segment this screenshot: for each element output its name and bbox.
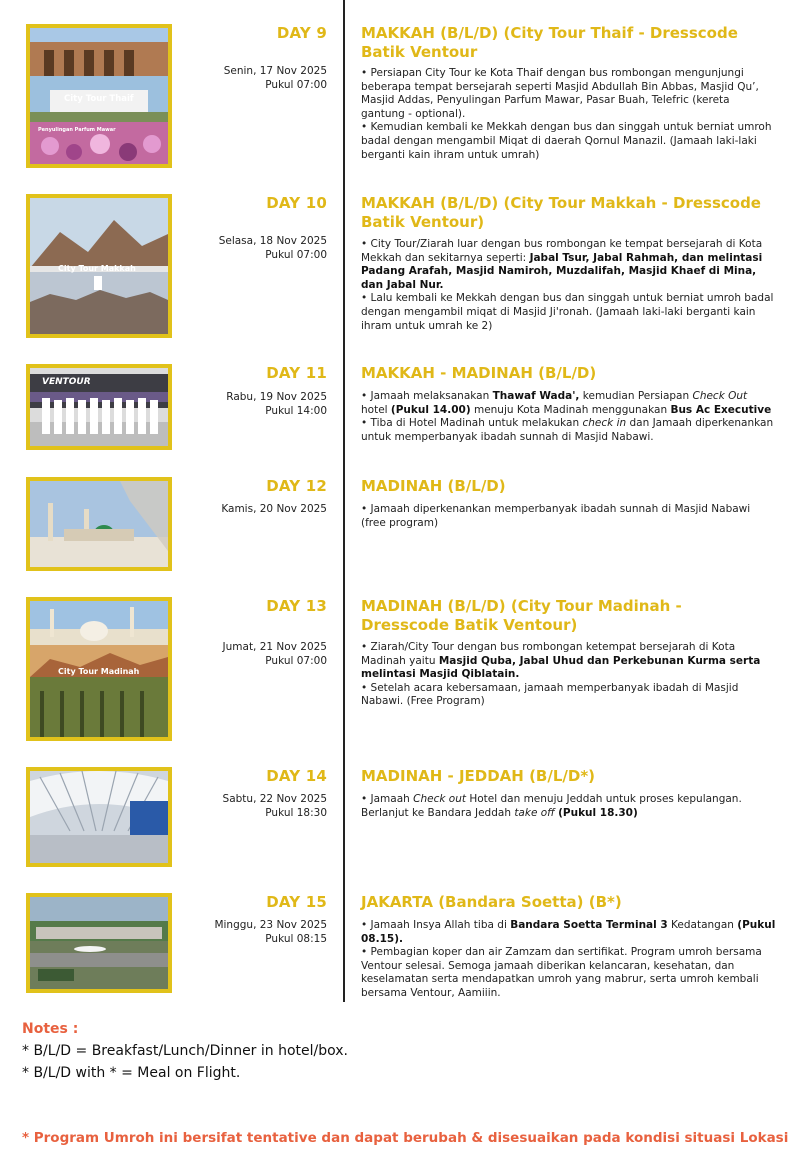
day-label: DAY 14 — [266, 767, 327, 785]
time-text: Pukul 07:00 — [265, 654, 327, 667]
day-label: DAY 13 — [266, 597, 327, 615]
photo-jeddah-airport — [26, 767, 172, 867]
bold-text: Jabal Tsur, Jabal Rahmah, dan melintasi Padang Arafah, Masjid Namiroh, Muzdalifah, Masjid Khaef di Mina, dan Jabal Nur. — [361, 251, 763, 291]
day-date — [219, 235, 327, 262]
day-title: MAKKAH (B/L/D) (City Tour Thaif - Dresscode Batik Ventour — [361, 24, 738, 61]
day-date — [226, 391, 327, 418]
description-paragraph: • Jamaah diperkenankan memperbanyak ibadah sunnah di Masjid Nabawi (free program) — [361, 503, 751, 529]
date-text: Jumat, 21 Nov 2025 — [222, 641, 327, 653]
timeline-divider — [343, 0, 345, 1002]
photo-city-tour-makkah — [26, 194, 172, 338]
bold-text: (Pukul 08.15). — [361, 919, 776, 945]
time-text: Pukul 07:00 — [265, 248, 327, 261]
description-paragraph: • Lalu kembali ke Mekkah dengan bus dan singgah untuk berniat umroh badal dengan mengambil miqat di Masjid Ji'ronah. (Jamaah laki-laki berganti kain ihram untuk umrah ke 2) — [361, 292, 774, 332]
bold-text: Masjid Quba, Jabal Uhud dan Perkebunan Kurma serta melintasi Masjid Qiblatain. — [361, 654, 761, 681]
time-text: Pukul 14:00 — [265, 404, 327, 417]
photo-caption: City Tour Thaif — [64, 94, 134, 104]
day-description — [361, 238, 776, 333]
photo-caption: VENTOUR — [42, 377, 91, 387]
photo-ventour-group — [26, 364, 172, 450]
day-title: JAKARTA (Bandara Soetta) (B*) — [361, 893, 622, 911]
photo-city-tour-madinah — [26, 597, 172, 741]
day-title: MAKKAH (B/L/D) (City Tour Makkah - Dresscode Batik Ventour) — [361, 194, 761, 231]
day-label: DAY 11 — [266, 364, 327, 382]
description-paragraph: • Persiapan City Tour ke Kota Thaif dengan bus rombongan mengunjungi beberapa tempat bersejarah seperti Masjid Abdullah Bin Abbas, Masjid Qu’, Masjid Addas, Penyulingan Parfum Mawar, Pasar Buah, Telefric (kereta gantung - optional). — [361, 67, 759, 120]
note-line: * B/L/D = Breakfast/Lunch/Dinner in hotel/box. — [22, 1043, 348, 1059]
day-date — [214, 919, 327, 946]
description-paragraph: • City Tour/Ziarah luar dengan bus rombongan ke tempat bersejarah di Kota Mekkah dan sekitarnya seperti: Jabal Tsur, Jabal Rahmah, dan melintasi Padang Arafah, Masjid Namiroh, Muzdalifah, Masjid Khaef di Mina, dan Jabal Nur. — [361, 238, 763, 291]
photo-subcaption: Penyulingan Parfum Mawar — [38, 127, 116, 133]
bold-text: (Pukul 18.30) — [558, 806, 638, 819]
date-text: Selasa, 18 Nov 2025 — [218, 235, 327, 247]
day-label: DAY 9 — [276, 24, 327, 42]
day-description — [361, 390, 776, 444]
description-paragraph: • Ziarah/City Tour dengan bus rombongan ketempat bersejarah di Kota Madinah yaitu Masjid Quba, Jabal Uhud dan Perkebunan Kurma serta melintasi Masjid Qiblatain. — [361, 641, 761, 681]
day-date — [224, 65, 327, 92]
soetta-image — [30, 897, 168, 989]
day-title: MADINAH - JEDDAH (B/L/D*) — [361, 767, 596, 785]
day-title: MADINAH (B/L/D) — [361, 477, 506, 495]
italic-text: take off — [514, 806, 555, 819]
italic-text: Check Out — [692, 390, 748, 402]
photo-city-tour-thaif — [26, 24, 172, 168]
note-line: * B/L/D with * = Meal on Flight. — [22, 1065, 241, 1081]
day-title: MAKKAH - MADINAH (B/L/D) — [361, 364, 597, 382]
day-date — [223, 793, 327, 820]
disclaimer: * Program Umroh ini bersifat tentative dan dapat berubah & disesuaikan pada kondisi situasi Lokasi — [22, 1130, 789, 1146]
bold-text: Thawaf Wada', — [492, 390, 580, 402]
bold-text: Bandara Soetta Terminal 3 — [510, 919, 668, 931]
photo-caption: City Tour Makkah — [58, 264, 136, 273]
photo-masjid-nabawi — [26, 477, 172, 571]
day-description — [361, 793, 776, 820]
nabawi-image — [30, 481, 168, 567]
date-text: Senin, 17 Nov 2025 — [223, 65, 327, 77]
italic-text: Check out — [413, 793, 466, 805]
day-label: DAY 15 — [266, 893, 327, 911]
day-label: DAY 10 — [266, 194, 327, 212]
notes-title: Notes : — [22, 1021, 79, 1037]
description-paragraph: • Tiba di Hotel Madinah untuk melakukan check in dan Jamaah diperkenankan untuk memperbanyak ibadah sunnah di Masjid Nabawi. — [361, 417, 774, 443]
description-paragraph: • Setelah acara kebersamaan, jamaah memperbanyak ibadah di Masjid Nabawi. (Free Program) — [361, 681, 739, 708]
day-title: MADINAH (B/L/D) (City Tour Madinah - Dresscode Batik Ventour) — [361, 597, 682, 634]
date-text: Sabtu, 22 Nov 2025 — [222, 793, 327, 805]
airport-image — [30, 771, 168, 863]
description-paragraph: • Jamaah melaksanakan Thawaf Wada', kemudian Persiapan Check Out hotel (Pukul 14.00) menuju Kota Madinah menggunakan Bus Ac Executive — [361, 390, 772, 416]
bold-text: Bus Ac Executive — [670, 403, 772, 416]
bold-text: (Pukul 14.00) — [390, 403, 471, 416]
day-description — [361, 919, 776, 1001]
day-label: DAY 12 — [266, 477, 327, 495]
day-description — [361, 641, 776, 709]
photo-caption: City Tour Madinah — [58, 667, 140, 676]
photo-soetta-airport — [26, 893, 172, 993]
day-description — [361, 67, 776, 162]
description-paragraph: • Kemudian kembali ke Mekkah dengan bus dan singgah untuk berniat umroh badal dengan mengambil Miqat di daerah Qornul Manazil. (Jamaah laki-laki berganti kain ihram untuk umrah) — [361, 121, 772, 161]
day-date — [223, 641, 327, 668]
description-paragraph: • Jamaah Insya Allah tiba di Bandara Soetta Terminal 3 Kedatangan (Pukul 08.15). — [361, 919, 776, 945]
time-text: Pukul 07:00 — [265, 78, 327, 91]
date-text: Kamis, 20 Nov 2025 — [221, 503, 327, 515]
time-text: Pukul 18:30 — [265, 806, 327, 819]
day-date — [221, 503, 327, 517]
date-text: Rabu, 19 Nov 2025 — [226, 391, 327, 403]
description-paragraph: • Jamaah Check out Hotel dan menuju Jeddah untuk proses kepulangan. Berlanjut ke Bandara Jeddah take off (Pukul 18.30) — [361, 793, 742, 819]
day-description — [361, 503, 776, 530]
time-text: Pukul 08:15 — [265, 932, 327, 945]
italic-text: check in — [582, 417, 627, 430]
description-paragraph: • Pembagian koper dan air Zamzam dan sertifikat. Program umroh bersama Ventour selesai. Semoga jamaah diberikan kelancaran, kesehatan, dan keselamatan serta mendapatkan umroh yang mabrur, serta umroh kembali bersama Ventour, Aamiiin. — [361, 946, 762, 999]
date-text: Minggu, 23 Nov 2025 — [214, 919, 327, 931]
